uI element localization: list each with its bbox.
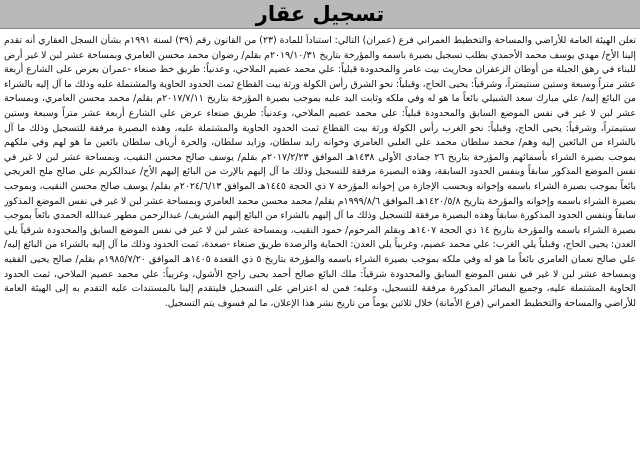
notice-title-bar xyxy=(0,0,640,29)
notice-title: تسجيل عقار xyxy=(255,2,385,26)
notice-body-text: تعلن الهيئة العامة للأراضي والمساحة والتخطيط العمراني فرع (عمران) التالي: استناداً للمادة (٢٣) من القانون رقم (٣٩) لسنة ١٩٩١م بشأن السجل العقاري أنه تقدم إلينا الأخ/ مهدي يوسف محمد الأحمدي بطلب تسجيل بصيرة باسمه والمؤرخة بتاريخ ٢٠١٩/١٠/٣١م بقلم/ رضوان محمد محسن العامري وبمساحة عشر لبن لا غير أرض للبناء في رهق الجبلة من أوطان الزعفران محاريث بيت عامر والمحدودة قبلياً: علي محمد عصيم الملاحي، وعدنياً: طريق خط صنعاء -عمران بعرض على الشارع أربعة عشر متراً وسبعة وستين سنتيمتراً، وشرقياً: يحيى الحاج، وقبلياً: نحو الشرق رأس الكولة ورثة بيت القطاع ثمت الحدود الحاوية والمشتملة عليه وذلك ما آل إليه بالشراء من البائع إليه/ علي مبارك سعد الشبيلي بائعاً ما هو له وفي ملكه وثابت اليد عليه بموجب بصيرة المؤرخة بتاريخ ٢٠١٧/٧/١١م بقلم/ محمد محسن العامري، وبمساحة عشر لبن لا غير في نفس الموضع السابق والمحدودة قبلياً: علي محمد عصيم الملاحي، وعدنياً: طريق صنعاء عرض على الشارع أربعة عشر متراً وسبعة وستين سنتيمتراً، وشرقياً: يحيى الحاج، وقبلياً: نحو الغرب رأس الكولة ورثة بيت القطاع ثمت الحدود الحاوية والمشتملة عليه، وهذه البصيرة مرفقة للتسجيل وذلك ما آل بالشراء من البائعين إليه وهم/ محمد سلطان محمد علي العلبي العامري وخوانه زايد سلطان، وزايد سلطان، والحرة أرياف سلطان بائعين ما هو لهم وفي ملكهم بموجب بصيرة الشراء بأسمائهم والمؤرخة بتاريخ ٢٦ جمادى الأولى ١٤٣٨هـ الموافق ٢٠١٧/٢/٢٣م بقلم/ يوسف صالح محسن النقيب، وبمساحة عشر لبن لا غير في نفس الموضع المذكور سابقاً وبنفس الحدود السابقة، وهذه البصيرة مرفقة للتسجيل وذلك ما آل إليهم بالإرث من البائع إليهم الأخ/ عبدالكريم علي صالح ملح العريجي بائعاً بموجب بصيرة الشراء باسمه وإخوانه وبحسب الإجازة من إخوانه المؤرخة ٧ ذي الحجة ١٤٤٥هـ الموافق ٢٠٢٤/٦/١٣م بقلم/ يوسف صالح محسن النقيب، وبموجب بصيرة الشراء باسمه وإخوانه والمؤرخة بتاريخ ١٤٢٠/٥/٨هـ الموافق ١٩٩٩/٨/٦م بقلم/ محمد محسن محمد العامري وبمساحة عشر لبن لا غير في نفس الموضع المذكور سابقاً وبنفس الحدود المذكورة سابقاً وهذه البصيرة مرفقة للتسجيل وذلك ما آل إليهم بالشراء من البائع إليهم الشريف/ عبدالرحمن مطهر عبدالله الحمدي بائعاً بموجب بصيرة الشراء باسمه والمؤرخة بتاريخ ١٤ ذي الحجة ١٤٠٧هـ وبقلم المرحوم/ حمود النقيب، وبمساحة عشر لبن لا غير في نفس الموضع السابق والمحدودة شرقياً يلي العدن: يحيى الحاج، وقبلياً يلي الغرب: علي محمد عصيم، وغربياً يلي العدن: الحماية والرصدة طريق صنعاء -صعدة، ثمت الحدود وذلك ما آل إليه بالشراء من البائع إليه/ علي صالح نعمان العامري بائعاً ما هو له وفي ملكه بموجب بصيرة الشراء باسمه والمؤرخة بتاريخ ٥ ذي القعدة ١٤٠٥هـ الموافق ١٩٨٥/٧/٢٠م بقلم/ صالح يحيى الفقيه وبمساحة عشر لبن لا غير في نفس الموضع السابق والمحدودة شرقياً: ملك البائع صالح أحمد يحيى راجح الأشول، وغربياً: علي محمد عصيم الملاحي، ثمت الحدود الحاوية المشتملة عليه، وجميع البصائر المذكورة مرفقة للتسجيل، وعليه: فمن له اعتراض على التسجيل فليتقدم إلينا بالمستندات عليه التقدم به إلى الهيئة العامة للأراضي والمساحة والتخطيط العمراني (فرع الأمانة) خلال ثلاثين يوماً من تاريخ نشر هذا الإعلان، ما لم فسوف يتم التسجيل. xyxy=(4,35,636,309)
